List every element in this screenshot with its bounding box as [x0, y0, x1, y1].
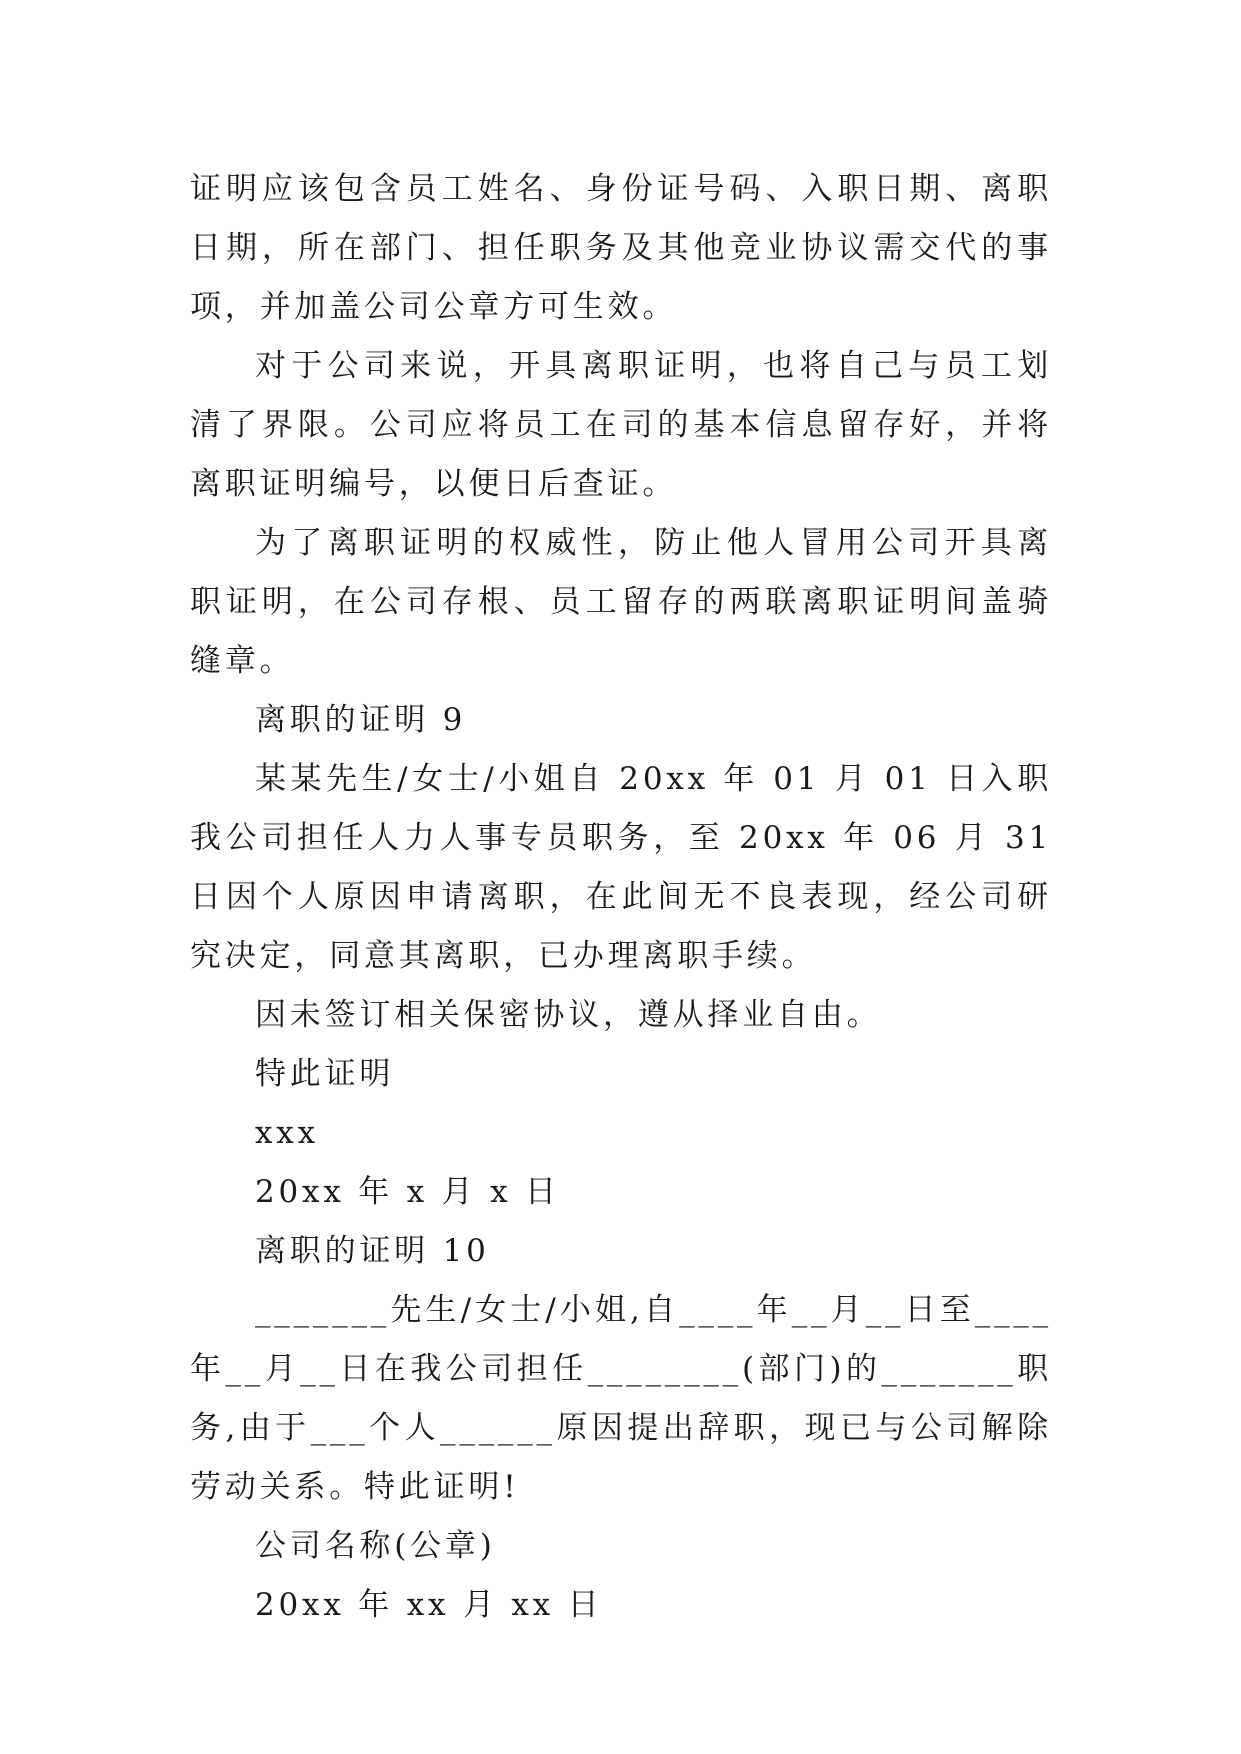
signature-date: 20xx 年 x 月 x 日: [255, 1174, 560, 1210]
section-heading-certificate-9: 离职的证明 9: [255, 702, 467, 738]
paragraph-certificate-9-body: 某某先生/女士/小姐自 20xx 年 01 月 01 日入职我公司担任人力人事专员职务，至 20xx 年 06 月 31 日因个人原因申请离职，在此间无不良表现，经公司研究决定，同意其离职，已办理离职手续。: [190, 761, 1052, 974]
closing-date: 20xx 年 xx 月 xx 日: [255, 1587, 603, 1623]
paragraph-company-boundary: 对于公司来说，开具离职证明，也将自己与员工划清了界限。公司应将员工在司的基本信息留存好，并将离职证明编号，以便日后查证。: [190, 348, 1052, 502]
section-heading-certificate-10: 离职的证明 10: [255, 1233, 490, 1269]
paragraph-certificate-10-body: _______先生/女士/小姐,自____年__月__日至____年__月__日在我公司担任________(部门)的_______职务,由于___个人______原因提出辞职，现已与公司解除劳动关系。特此证明!: [190, 1292, 1052, 1505]
paragraph-seal-authority: 为了离职证明的权威性，防止他人冒用公司开具离职证明，在公司存根、员工留存的两联离职证明间盖骑缝章。: [190, 525, 1052, 679]
paragraph-certificate-contents: 证明应该包含员工姓名、身份证号码、入职日期、离职日期，所在部门、担任职务及其他竞业协议需交代的事项，并加盖公司公章方可生效。: [190, 171, 1052, 325]
paragraph-hereby-certify: 特此证明: [255, 1056, 395, 1092]
paragraph-confidentiality: 因未签订相关保密协议，遵从择业自由。: [255, 997, 882, 1033]
signature-name: xxx: [255, 1115, 319, 1151]
company-name-seal: 公司名称(公章): [255, 1528, 496, 1564]
document-page: [190, 160, 1052, 1635]
